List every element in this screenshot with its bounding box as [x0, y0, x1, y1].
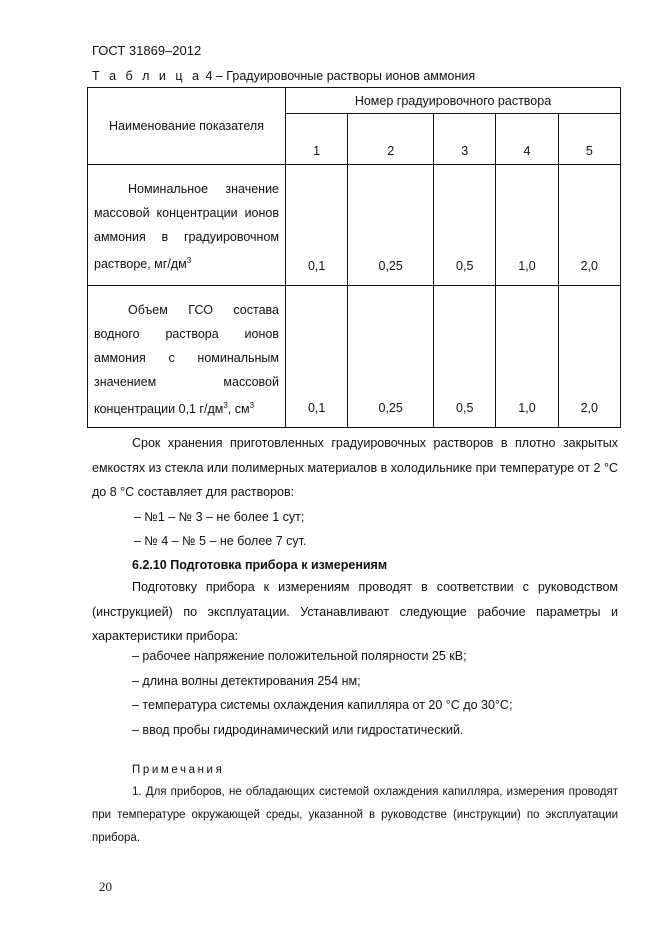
notes-title: Примечания: [132, 764, 225, 776]
list-item: – температура системы охлаждения капилляра от 20 °С до 30°С;: [132, 698, 513, 712]
table-cell: 0,5: [434, 165, 496, 286]
table-cell: 0,1: [286, 165, 348, 286]
table-caption-text: 4 – Градуировочные растворы ионов аммония: [201, 69, 476, 83]
section-title: 6.2.10 Подготовка прибора к измерениям: [132, 558, 388, 572]
section-paragraph: Подготовку прибора к измерениям проводят в соответствии с руководством (инструкцией) по эксплуатации. Устанавливают следующие рабочие параметры и характеристики прибора:: [92, 580, 618, 643]
storage-block: [92, 431, 618, 554]
table-row-label: [88, 286, 286, 428]
list-item: – длина волны детектирования 254 нм;: [132, 673, 361, 688]
section-heading-block: [92, 553, 618, 578]
row-label-sup: 3: [223, 401, 228, 410]
list-item: – рабочее напряжение положительной полярности 25 кВ;: [132, 649, 467, 663]
table-cell: 1,0: [496, 165, 558, 286]
table-cell: 0,5: [434, 286, 496, 428]
page-number: 20: [99, 879, 112, 894]
parameters-list: [92, 644, 618, 742]
table-row-label: [88, 165, 286, 286]
table-header-name: Наименование показателя: [88, 88, 286, 165]
table-cell: 0,1: [286, 286, 348, 428]
row-label-tail: , см: [227, 402, 250, 417]
row-label-sup: 3: [186, 256, 192, 265]
note-paragraph: 1. Для приборов, не обладающих системой охлаждения капилляра, измерения проводят при температуре окружающей среды, указанной в руководстве (инструкции) по эксплуатации прибора.: [92, 786, 618, 844]
table-caption-prefix: Т а б л и ц а: [92, 69, 202, 83]
list-item: – №1 – № 3 – не более 1 сут;: [134, 509, 305, 524]
table-row: [88, 165, 621, 286]
section-paragraph-block: [92, 575, 618, 649]
note-block: [92, 781, 618, 850]
row-label-sup: 3: [249, 401, 255, 410]
table-caption: [92, 69, 475, 83]
row-label-text: Номинальное значение массовой концентрации ионов аммония в градуировочном растворе, мг/дм: [94, 182, 279, 272]
table-cell: 0,25: [348, 286, 434, 428]
storage-paragraph: Срок хранения приготовленных градуировочных растворов в плотно закрытых емкостях из стекла или полимерных материалов в холодильнике при температуре от 2 °С до 8 °С составляет для растворов:: [92, 436, 618, 499]
table-cell: 0,25: [348, 165, 434, 286]
list-item: – № 4 – № 5 – не более 7 сут.: [134, 534, 307, 548]
table-row: [88, 286, 621, 428]
calibration-table: [87, 87, 621, 428]
table-header-col-1: 1: [286, 114, 348, 165]
document-header: ГОСТ 31869–2012: [92, 43, 202, 58]
row-label-text: Объем ГСО состава водного раствора ионов аммония с номинальным значением массовой концентрации 0,1 г/дм: [94, 303, 279, 417]
table-cell: 2,0: [558, 286, 620, 428]
table-header-col-4: 4: [496, 114, 558, 165]
table-header-group: Номер градуировочного раствора: [286, 88, 621, 114]
table-header-col-2: 2: [348, 114, 434, 165]
table-header-col-5: 5: [558, 114, 620, 165]
table-cell: 1,0: [496, 286, 558, 428]
table-cell: 2,0: [558, 165, 620, 286]
list-item: – ввод пробы гидродинамический или гидростатический.: [132, 722, 464, 737]
table-header-col-3: 3: [434, 114, 496, 165]
